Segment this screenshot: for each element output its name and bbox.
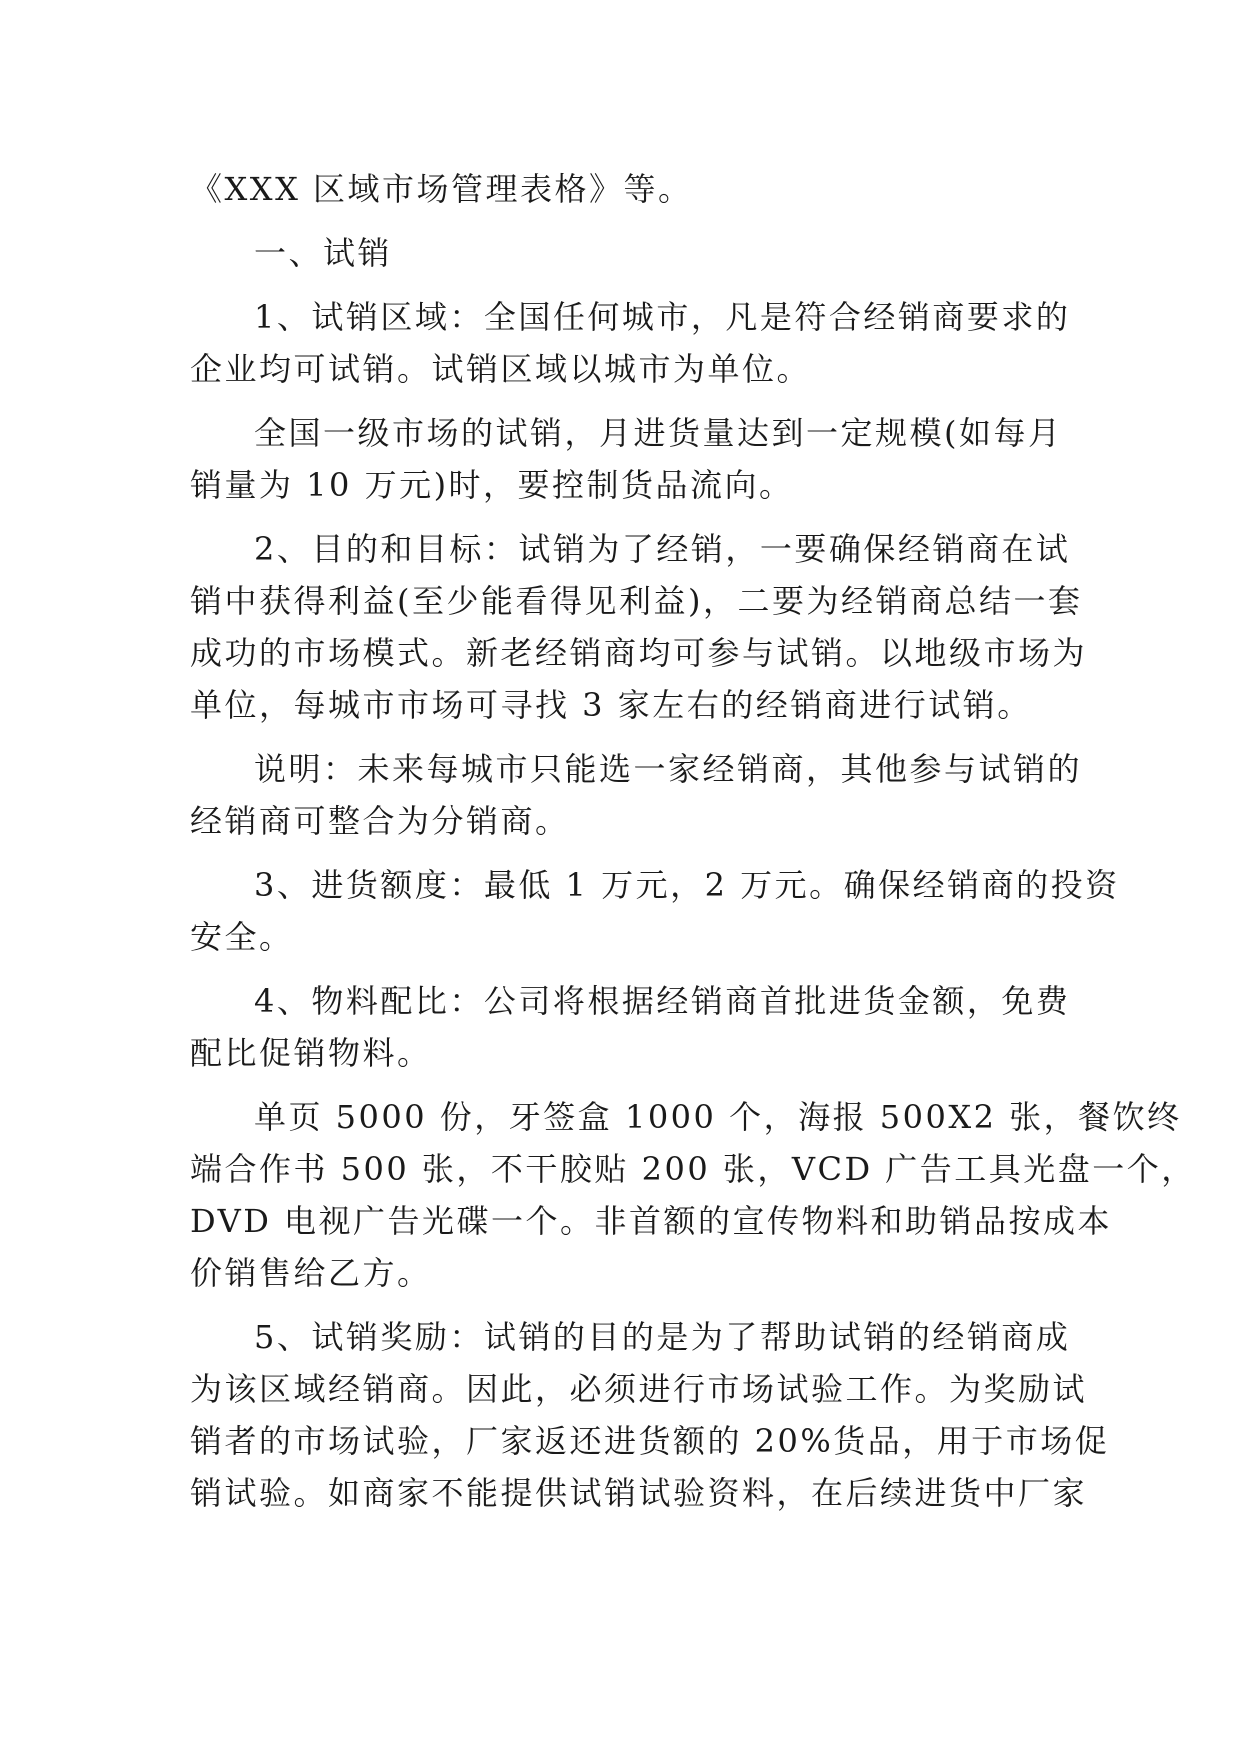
text-line: DVD 电视广告光碟一个。非首额的宣传物料和助销品按成本 <box>190 1202 1113 1240</box>
text-line: 说明：未来每城市只能选一家经销商，其他参与试销的 <box>254 750 1083 788</box>
text-line: 全国一级市场的试销，月进货量达到一定规模(如每月 <box>254 414 1063 452</box>
text-line: 销量为 10 万元)时，要控制货品流向。 <box>190 466 794 504</box>
text-line: 销试验。如商家不能提供试销试验资料，在后续进货中厂家 <box>190 1474 1088 1512</box>
text-line: 5、试销奖励：试销的目的是为了帮助试销的经销商成 <box>254 1318 1071 1356</box>
text-line: 企业均可试销。试销区域以城市为单位。 <box>190 350 812 388</box>
text-line: 销者的市场试验，厂家返还进货额的 20%货品，用于市场促 <box>190 1422 1110 1460</box>
text-line: 端合作书 500 张，不干胶贴 200 张，VCD 广告工具光盘一个， <box>190 1150 1196 1188</box>
text-line: 4、物料配比：公司将根据经销商首批进货金额，免费 <box>254 982 1071 1020</box>
text-line: 1、试销区域：全国任何城市，凡是符合经销商要求的 <box>254 298 1071 336</box>
text-line: 单页 5000 份，牙签盒 1000 个，海报 500X2 张，餐饮终 <box>254 1098 1182 1136</box>
text-line: 单位，每城市市场可寻找 3 家左右的经销商进行试销。 <box>190 686 1032 724</box>
section-heading: 一、试销 <box>254 234 393 272</box>
text-line: 3、进货额度：最低 1 万元，2 万元。确保经销商的投资 <box>254 866 1120 904</box>
text-line: 配比促销物料。 <box>190 1034 432 1072</box>
document-body <box>190 163 1196 1519</box>
text-line: 销中获得利益(至少能看得见利益)，二要为经销商总结一套 <box>190 582 1083 620</box>
text-line: 安全。 <box>190 918 294 956</box>
text-line: 为该区域经销商。因此，必须进行市场试验工作。为奖励试 <box>190 1370 1088 1408</box>
text-line: 价销售给乙方。 <box>190 1254 432 1292</box>
text-line: 经销商可整合为分销商。 <box>190 802 570 840</box>
text-line: 成功的市场模式。新老经销商均可参与试销。以地级市场为 <box>190 634 1088 672</box>
text-line: 《XXX 区域市场管理表格》等。 <box>190 170 693 208</box>
text-line: 2、目的和目标：试销为了经销，一要确保经销商在试 <box>254 530 1071 568</box>
